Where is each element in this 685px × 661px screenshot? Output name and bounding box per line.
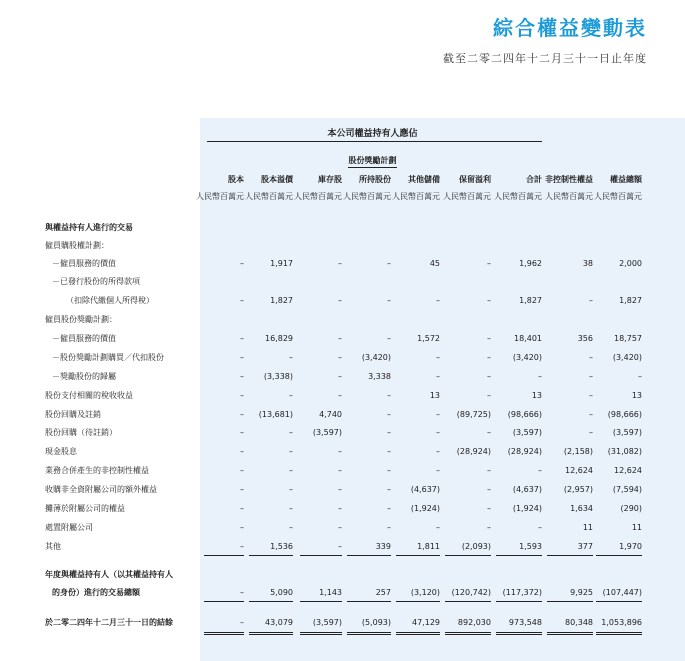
value-cell: –: [487, 485, 491, 494]
value-cell: –: [338, 334, 342, 343]
value-cell: 1,827: [619, 296, 642, 305]
table-row: [0, 371, 685, 383]
value-cell: 5,090: [270, 588, 293, 597]
value-cell: (28,924): [456, 447, 491, 456]
value-cell: –: [240, 447, 244, 456]
value-cell: 257: [375, 588, 391, 597]
value-cell: –: [538, 372, 542, 381]
column-unit: 人民幣百萬元: [392, 192, 440, 201]
row-label: 股份支付相關的稅收收益: [45, 391, 133, 400]
value-cell: –: [538, 523, 542, 532]
value-cell: –: [240, 542, 244, 551]
value-cell: (1,924): [410, 504, 440, 513]
value-cell: –: [487, 296, 491, 305]
value-cell: –: [240, 334, 244, 343]
value-cell: –: [387, 296, 391, 305]
value-cell: –: [289, 447, 293, 456]
column-unit: 人民幣百萬元: [594, 192, 642, 201]
value-cell: –: [589, 296, 593, 305]
value-cell: (4,637): [512, 485, 542, 494]
total-transactions-row: [0, 569, 685, 581]
column-header: 其他儲備: [408, 175, 440, 184]
total-underline: [596, 601, 642, 602]
value-cell: 1,593: [519, 542, 542, 551]
table-row: [0, 503, 685, 515]
value-cell: –: [387, 485, 391, 494]
value-cell: –: [487, 372, 491, 381]
group-underline: [207, 141, 542, 142]
value-cell: –: [338, 259, 342, 268]
value-cell: 1,053,896: [601, 618, 642, 627]
value-cell: –: [387, 391, 391, 400]
value-cell: 1,143: [319, 588, 342, 597]
value-cell: –: [240, 466, 244, 475]
subgroup-underline: [348, 167, 397, 168]
column-unit: 人民幣百萬元: [343, 192, 391, 201]
column-header: 股本: [228, 175, 244, 184]
total-underline: [204, 601, 244, 602]
row-label: －已發行股份的所得款項: [52, 277, 140, 286]
row-label: －獎勵股份的歸屬: [52, 372, 116, 381]
column-header: 保留溢利: [459, 175, 491, 184]
value-cell: –: [289, 428, 293, 437]
value-cell: –: [240, 504, 244, 513]
value-cell: –: [589, 353, 593, 362]
value-cell: 377: [577, 542, 593, 551]
column-unit: 人民幣百萬元: [196, 192, 244, 201]
value-cell: –: [436, 296, 440, 305]
group-header: 本公司權益持有人應佔: [327, 129, 418, 139]
value-cell: –: [240, 353, 244, 362]
value-cell: 1,962: [519, 259, 542, 268]
value-cell: –: [240, 259, 244, 268]
value-cell: –: [240, 372, 244, 381]
value-cell: –: [240, 618, 244, 627]
value-cell: (107,447): [602, 588, 642, 597]
row-label: 於二零二四年十二月三十一日的結餘: [45, 618, 173, 627]
value-cell: –: [387, 523, 391, 532]
value-cell: –: [387, 334, 391, 343]
value-cell: –: [338, 485, 342, 494]
table-row: [0, 333, 685, 345]
value-cell: (120,742): [451, 588, 491, 597]
column-header: 股本溢價: [261, 175, 293, 184]
row-label: 股份回購（待註銷）: [45, 428, 117, 437]
closing-double-underline: [204, 632, 244, 635]
subgroup-header: 股份獎勵計劃: [348, 156, 397, 165]
row-label: 現金股息: [45, 447, 77, 456]
subtotal-underline: [396, 555, 440, 556]
value-cell: –: [487, 428, 491, 437]
value-cell: 1,827: [270, 296, 293, 305]
value-cell: 892,030: [457, 618, 491, 627]
row-label: －股份獎勵計劃購買／代扣股份: [52, 353, 164, 362]
value-cell: –: [589, 391, 593, 400]
subtotal-underline: [496, 555, 542, 556]
value-cell: –: [240, 523, 244, 532]
table-row: [0, 314, 685, 326]
value-cell: 973,548: [508, 618, 542, 627]
subtotal-underline: [547, 555, 593, 556]
closing-double-underline: [347, 632, 391, 635]
value-cell: (98,666): [507, 410, 542, 419]
value-cell: –: [538, 466, 542, 475]
value-cell: –: [338, 372, 342, 381]
column-header: 非控制性權益: [545, 175, 593, 184]
value-cell: (3,420): [512, 353, 542, 362]
column-unit: 人民幣百萬元: [245, 192, 293, 201]
column-unit: 人民幣百萬元: [443, 192, 491, 201]
table-row: [0, 352, 685, 364]
row-label: 其他: [45, 542, 61, 551]
table-row: [0, 409, 685, 421]
value-cell: –: [387, 428, 391, 437]
closing-double-underline: [547, 632, 593, 635]
value-cell: (117,372): [502, 588, 542, 597]
value-cell: –: [240, 391, 244, 400]
total-underline: [547, 601, 593, 602]
row-label: 攤薄於附屬公司的權益: [45, 504, 125, 513]
statement-title: 綜合權益變動表: [493, 16, 647, 40]
value-cell: –: [436, 410, 440, 419]
total-underline: [249, 601, 293, 602]
value-cell: –: [638, 372, 642, 381]
closing-double-underline: [300, 632, 342, 635]
value-cell: –: [289, 504, 293, 513]
value-cell: –: [338, 542, 342, 551]
value-cell: (3,597): [312, 428, 342, 437]
value-cell: –: [240, 428, 244, 437]
value-cell: 13: [429, 391, 440, 400]
value-cell: (2,158): [563, 447, 593, 456]
total-underline: [496, 601, 542, 602]
table-row: [0, 522, 685, 534]
value-cell: –: [338, 391, 342, 400]
closing-double-underline: [249, 632, 293, 635]
value-cell: (3,597): [512, 428, 542, 437]
value-cell: –: [338, 296, 342, 305]
value-cell: (5,093): [361, 618, 391, 627]
row-label: 與權益持有人進行的交易: [45, 223, 133, 232]
value-cell: (290): [620, 504, 642, 513]
value-cell: 339: [375, 542, 391, 551]
table-row: [0, 258, 685, 270]
table-row: [0, 295, 685, 307]
value-cell: (4,637): [410, 485, 440, 494]
value-cell: –: [436, 447, 440, 456]
subtotal-underline: [596, 555, 642, 556]
total-underline: [396, 601, 440, 602]
row-label: 年度與權益持有人（以其權益持有人: [45, 570, 173, 579]
value-cell: –: [436, 466, 440, 475]
value-cell: 1,970: [619, 542, 642, 551]
value-cell: –: [436, 523, 440, 532]
value-cell: –: [240, 485, 244, 494]
value-cell: 45: [429, 259, 440, 268]
value-cell: 9,925: [570, 588, 593, 597]
subtotal-underline: [300, 555, 342, 556]
value-cell: (7,594): [612, 485, 642, 494]
value-cell: (89,725): [456, 410, 491, 419]
column-header: 所持股份: [359, 175, 391, 184]
value-cell: –: [589, 428, 593, 437]
value-cell: –: [487, 353, 491, 362]
row-label: 收購非全資附屬公司的額外權益: [45, 485, 157, 494]
table-row: [0, 465, 685, 477]
value-cell: –: [289, 485, 293, 494]
value-cell: –: [289, 466, 293, 475]
row-label: （扣除代繳個人所得稅）: [66, 296, 154, 305]
table-row: [0, 390, 685, 402]
value-cell: 18,401: [514, 334, 542, 343]
subtotal-underline: [204, 555, 244, 556]
value-cell: –: [338, 353, 342, 362]
value-cell: (3,597): [612, 428, 642, 437]
table-row: [0, 240, 685, 252]
value-cell: 12,624: [614, 466, 642, 475]
value-cell: –: [487, 523, 491, 532]
value-cell: –: [289, 391, 293, 400]
row-label: 股份回購及註銷: [45, 410, 101, 419]
column-unit: 人民幣百萬元: [494, 192, 542, 201]
value-cell: 13: [631, 391, 642, 400]
column-header: 庫存股: [318, 175, 342, 184]
value-cell: 1,811: [417, 542, 440, 551]
value-cell: –: [338, 504, 342, 513]
statement-period: 截至二零二四年十二月三十一日止年度: [443, 52, 647, 65]
value-cell: –: [436, 372, 440, 381]
value-cell: (2,957): [563, 485, 593, 494]
value-cell: –: [487, 334, 491, 343]
column-header: 合計: [526, 175, 542, 184]
value-cell: –: [487, 259, 491, 268]
value-cell: –: [589, 410, 593, 419]
value-cell: 1,572: [417, 334, 440, 343]
closing-double-underline: [396, 632, 440, 635]
value-cell: –: [487, 466, 491, 475]
value-cell: –: [338, 447, 342, 456]
value-cell: –: [387, 504, 391, 513]
row-label: 處置附屬公司: [45, 523, 93, 532]
table-row: [0, 276, 685, 288]
total-underline: [300, 601, 342, 602]
value-cell: –: [240, 296, 244, 305]
total-underline: [445, 601, 491, 602]
value-cell: (3,120): [410, 588, 440, 597]
value-cell: (28,924): [507, 447, 542, 456]
value-cell: 4,740: [319, 410, 342, 419]
value-cell: 2,000: [619, 259, 642, 268]
value-cell: 1,634: [570, 504, 593, 513]
table-row: [0, 446, 685, 458]
column-unit: 人民幣百萬元: [545, 192, 593, 201]
closing-double-underline: [596, 632, 642, 635]
table-row: [0, 222, 685, 234]
column-header: 權益總額: [610, 175, 642, 184]
value-cell: 1,536: [270, 542, 293, 551]
closing-double-underline: [496, 632, 542, 635]
value-cell: (31,082): [607, 447, 642, 456]
value-cell: –: [487, 391, 491, 400]
value-cell: 12,624: [565, 466, 593, 475]
value-cell: –: [289, 353, 293, 362]
value-cell: 16,829: [265, 334, 293, 343]
value-cell: 1,827: [519, 296, 542, 305]
value-cell: 3,338: [368, 372, 391, 381]
value-cell: 11: [631, 523, 642, 532]
value-cell: –: [487, 504, 491, 513]
value-cell: –: [240, 588, 244, 597]
value-cell: 18,757: [614, 334, 642, 343]
value-cell: (1,924): [512, 504, 542, 513]
value-cell: (3,597): [312, 618, 342, 627]
total-transactions-row: [0, 587, 685, 599]
subtotal-underline: [347, 555, 391, 556]
row-label: 僱員購股權計劃：: [45, 241, 109, 250]
table-row: [0, 541, 685, 553]
value-cell: –: [387, 447, 391, 456]
value-cell: –: [338, 523, 342, 532]
table-row: [0, 484, 685, 496]
value-cell: 11: [582, 523, 593, 532]
value-cell: (13,681): [258, 410, 293, 419]
subtotal-underline: [445, 555, 491, 556]
value-cell: 38: [582, 259, 593, 268]
value-cell: (3,420): [612, 353, 642, 362]
value-cell: –: [436, 353, 440, 362]
value-cell: –: [289, 523, 293, 532]
value-cell: –: [436, 428, 440, 437]
value-cell: –: [387, 259, 391, 268]
row-label: 的身份）進行的交易總額: [52, 588, 140, 597]
value-cell: 13: [531, 391, 542, 400]
value-cell: 47,129: [412, 618, 440, 627]
value-cell: 1,917: [270, 259, 293, 268]
value-cell: –: [387, 466, 391, 475]
value-cell: 356: [577, 334, 593, 343]
row-label: －僱員服務的價值: [52, 334, 116, 343]
table-row: [0, 427, 685, 439]
value-cell: 43,079: [265, 618, 293, 627]
value-cell: –: [240, 410, 244, 419]
value-cell: (98,666): [607, 410, 642, 419]
subtotal-underline: [249, 555, 293, 556]
value-cell: (3,338): [263, 372, 293, 381]
closing-balance-row: [0, 617, 685, 629]
value-cell: –: [589, 372, 593, 381]
row-label: 業務合併產生的非控制性權益: [45, 466, 149, 475]
closing-double-underline: [445, 632, 491, 635]
value-cell: –: [338, 466, 342, 475]
value-cell: –: [387, 410, 391, 419]
value-cell: (3,420): [361, 353, 391, 362]
value-cell: (2,093): [461, 542, 491, 551]
column-unit: 人民幣百萬元: [294, 192, 342, 201]
total-underline: [347, 601, 391, 602]
row-label: 僱員股份獎勵計劃：: [45, 315, 117, 324]
value-cell: 80,348: [565, 618, 593, 627]
row-label: －僱員服務的價值: [52, 259, 116, 268]
